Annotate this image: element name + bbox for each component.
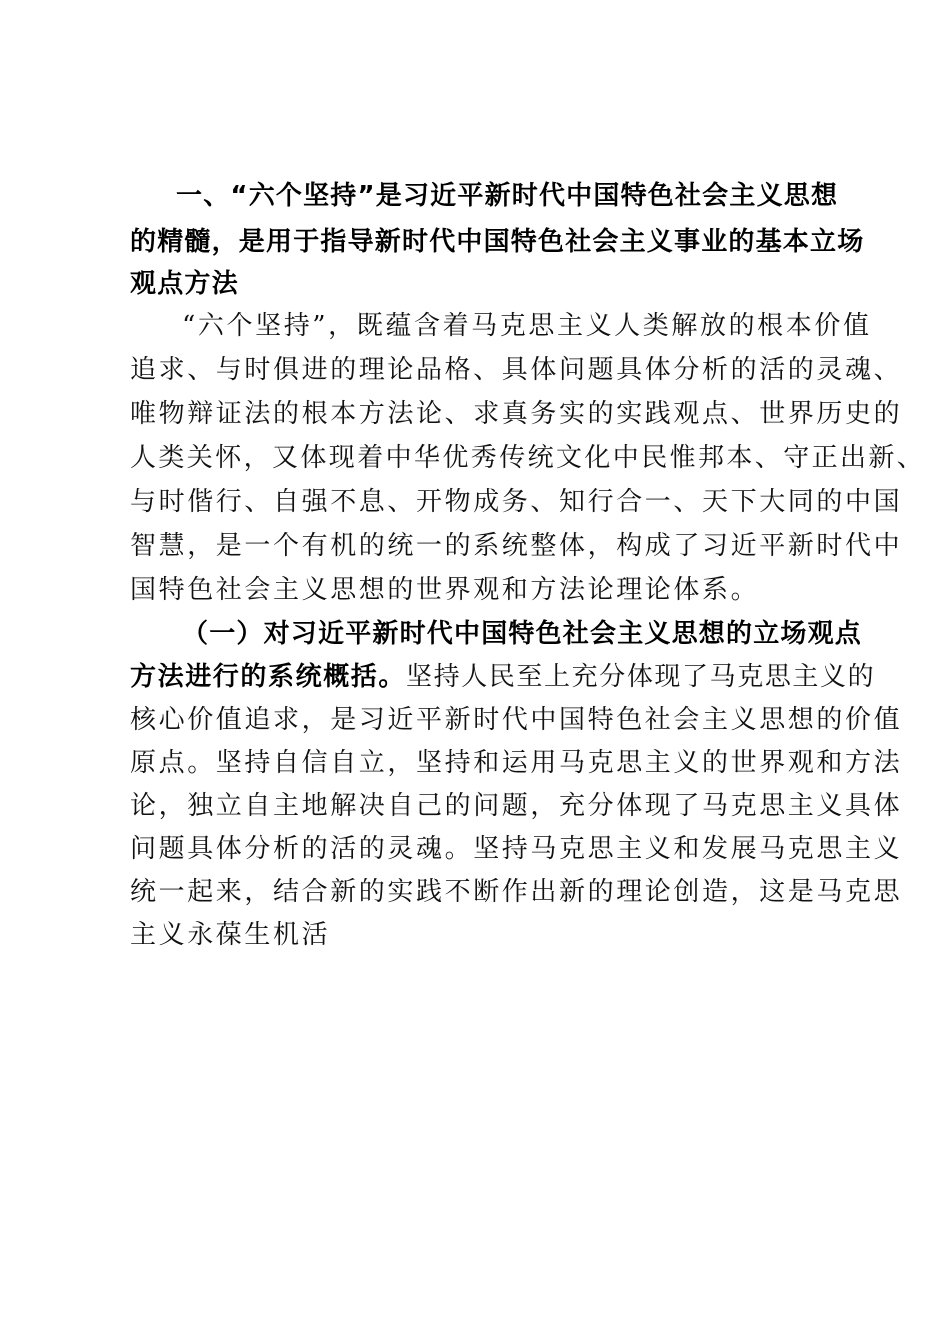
- paragraph-1-line-5: 与时偕行、自强不息、开物成务、知行合一、天下大同的中国: [130, 487, 903, 517]
- paragraph-1-line-6: 智慧，是一个有机的统一的系统整体，构成了习近平新时代中: [130, 531, 903, 561]
- paragraph-2-line-2: [130, 657, 875, 697]
- paragraph-2-line-8: 主义永葆生机活: [130, 920, 331, 950]
- paragraph-2-line-3: 核心价值追求，是习近平新时代中国特色社会主义思想的价值: [130, 705, 903, 735]
- paragraph-1-line-2: 追求、与时俱进的理论品格、具体问题具体分析的活的灵魂、: [130, 355, 903, 385]
- paragraph-2-line-5: 论，独立自主地解决自己的问题，充分体现了马克思主义具体: [130, 791, 903, 821]
- section-heading-line-2: 的精髓，是用于指导新时代中国特色社会主义事业的基本立场: [130, 227, 865, 257]
- paragraph-1-line-3: 唯物辩证法的根本方法论、求真务实的实践观点、世界历史的: [130, 399, 903, 429]
- paragraph-1-line-1: “六个坚持”，既蕴含着马克思主义人类解放的根本价值: [182, 311, 872, 341]
- paragraph-1-line-4: 人类关怀，又体现着中华优秀传统文化中民惟邦本、守正出新、: [130, 443, 926, 473]
- paragraph-2-line-2-text: 坚持人民至上充分体现了马克思主义的: [406, 662, 876, 692]
- paragraph-2-line-6: 问题具体分析的活的灵魂。坚持马克思主义和发展马克思主义: [130, 834, 903, 864]
- section-heading-line-3: 观点方法: [130, 269, 239, 299]
- subsection-heading-line-1: （一）对习近平新时代中国特色社会主义思想的立场观点: [182, 619, 863, 649]
- paragraph-2-line-7: 统一起来，结合新的实践不断作出新的理论创造，这是马克思: [130, 877, 903, 907]
- paragraph-1-line-7: 国特色社会主义思想的世界观和方法论理论体系。: [130, 575, 760, 605]
- section-heading-line-1: 一、“六个坚持”是习近平新时代中国特色社会主义思想: [176, 181, 839, 211]
- paragraph-2-line-4: 原点。坚持自信自立，坚持和运用马克思主义的世界观和方法: [130, 748, 903, 778]
- subsection-heading-line-2: 方法进行的系统概括。: [130, 662, 407, 692]
